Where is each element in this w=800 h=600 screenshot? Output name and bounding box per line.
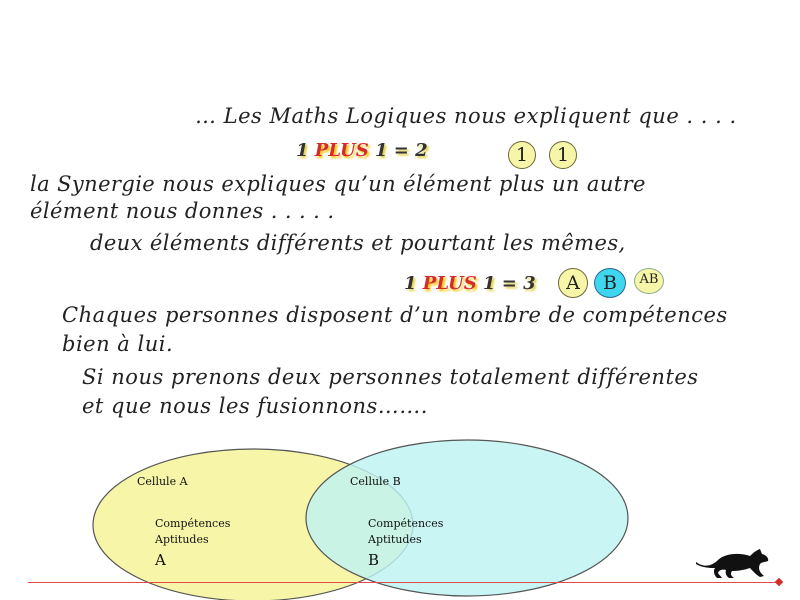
- fusion-line-2: et que nous les fusionnons…….: [82, 394, 428, 418]
- circle-one-b: 1: [549, 141, 577, 169]
- black-cat-icon: [694, 546, 772, 580]
- venn-cell-a-line1: Compétences: [155, 517, 231, 530]
- circle-one-a: 1: [508, 141, 536, 169]
- competences-line-2: bien à lui.: [62, 332, 174, 356]
- venn-cell-a-letter: A: [155, 551, 166, 569]
- equation-right: 1 = 3: [476, 273, 536, 294]
- venn-cell-b-letter: B: [368, 551, 380, 569]
- equation-right: 1 = 2: [368, 140, 428, 161]
- footer-divider: [28, 582, 780, 583]
- venn-cell-a-title: Cellule A: [137, 475, 188, 488]
- venn-cell-a-line2: Aptitudes: [155, 533, 209, 546]
- venn-ellipse-b: [306, 440, 628, 596]
- synergy-line-3: deux éléments différents et pourtant les mêmes,: [90, 231, 626, 255]
- circle-a: A: [558, 268, 588, 298]
- circle-ab: AB: [634, 268, 664, 294]
- intro-line: … Les Maths Logiques nous expliquent que . . . .: [195, 104, 737, 128]
- equation-plus: PLUS: [314, 140, 369, 161]
- venn-cell-b-line2: Aptitudes: [368, 533, 422, 546]
- equation-left: 1: [404, 273, 423, 294]
- fusion-line-1: Si nous prenons deux personnes totalement différentes: [82, 365, 699, 389]
- synergy-line-1: la Synergie nous expliques qu’un élément plus un autre: [30, 172, 646, 196]
- venn-cell-b-title: Cellule B: [350, 475, 401, 488]
- venn-cell-b-line1: Compétences: [368, 517, 444, 530]
- equation-plus: PLUS: [422, 273, 477, 294]
- competences-line-1: Chaques personnes disposent d’un nombre de compétences: [62, 303, 728, 327]
- equation-left: 1: [296, 140, 315, 161]
- synergy-line-2: élément nous donnes . . . . .: [30, 199, 335, 223]
- circle-b: B: [594, 268, 626, 298]
